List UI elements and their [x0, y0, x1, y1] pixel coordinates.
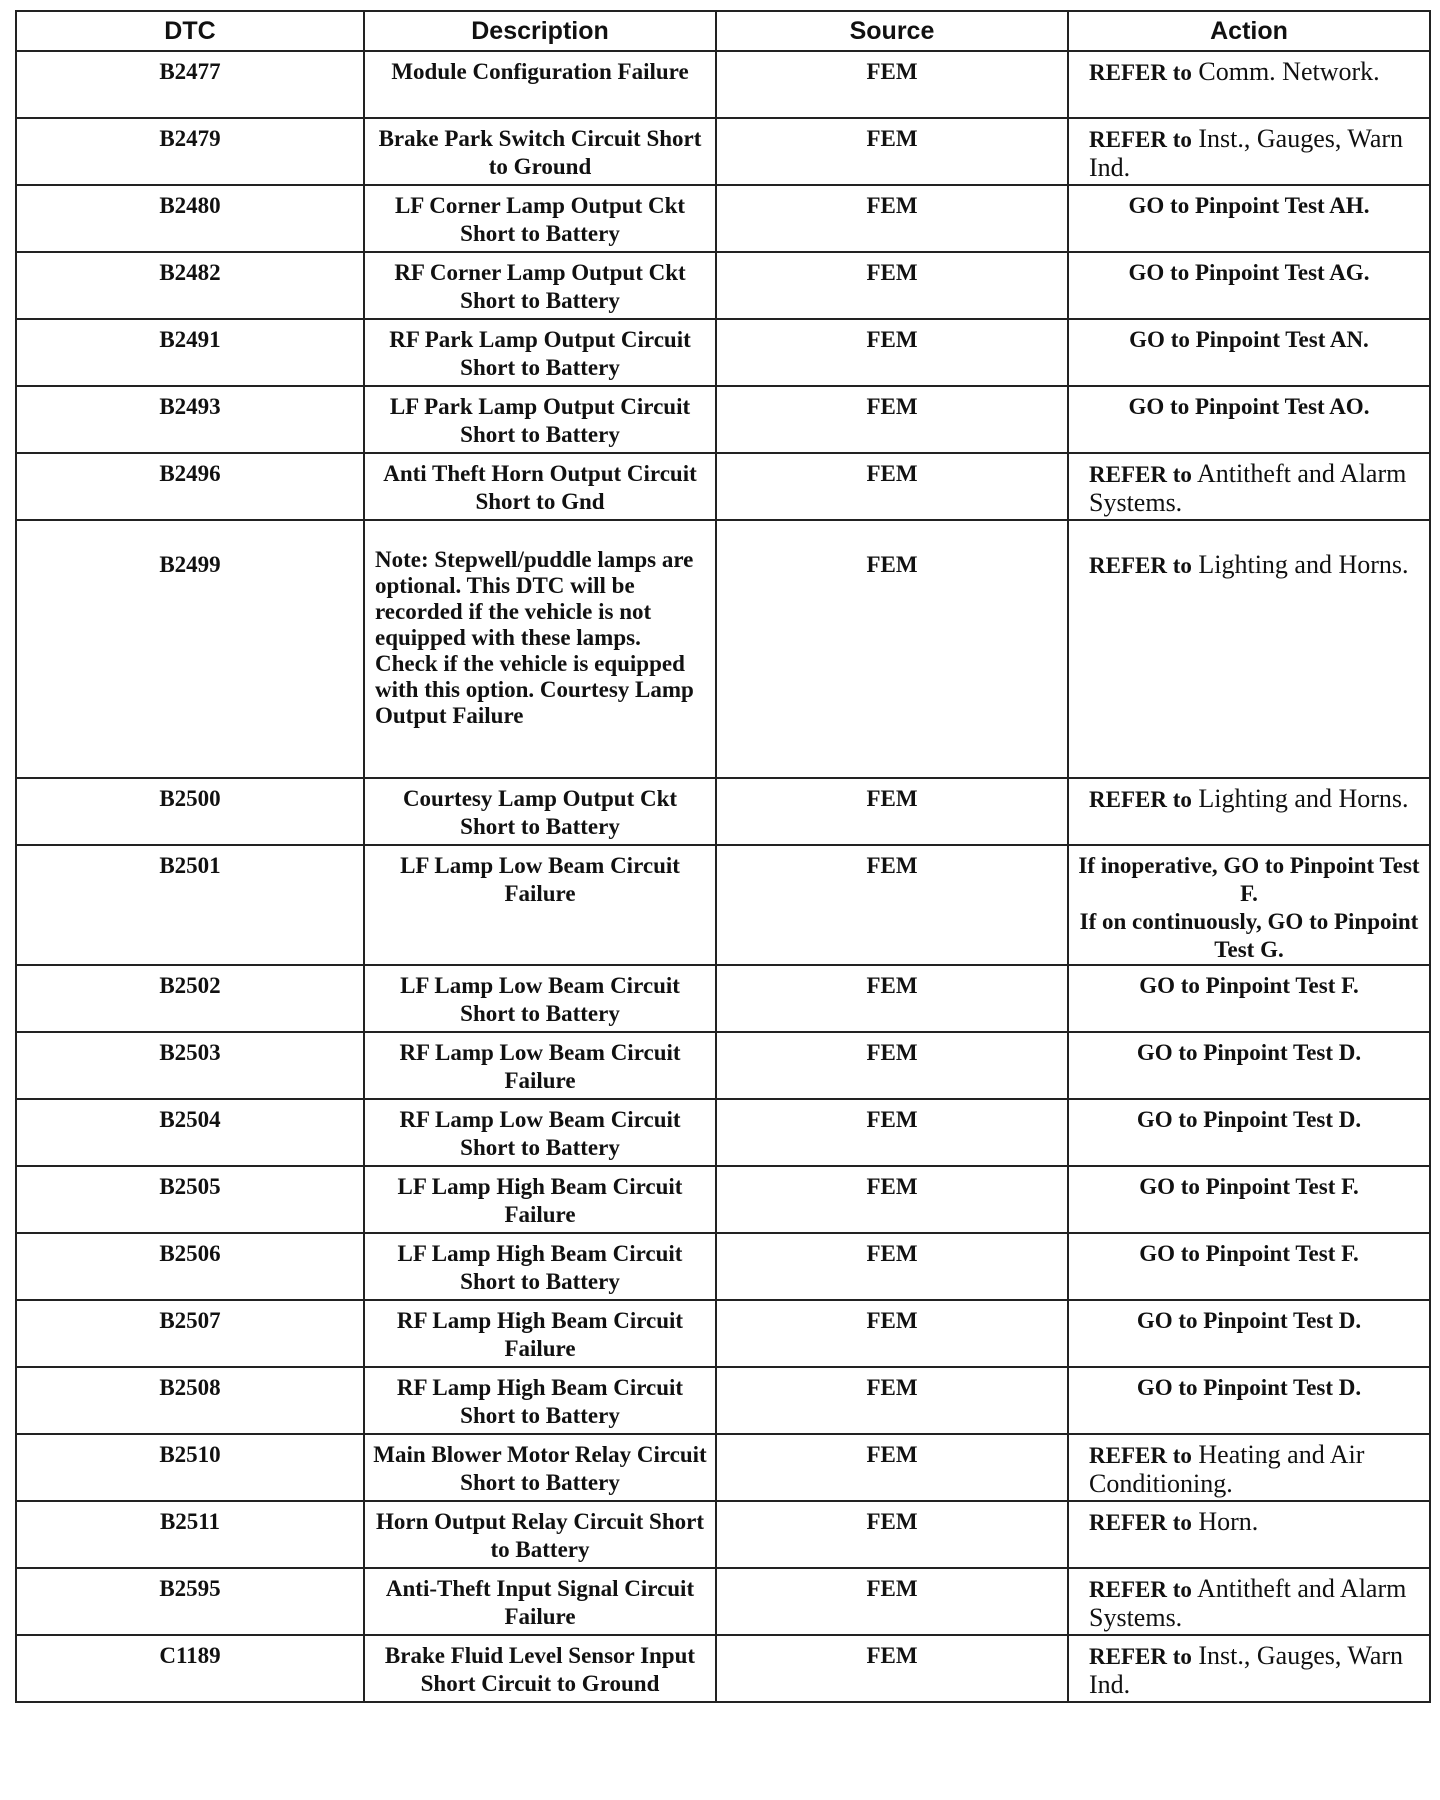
source-cell: FEM — [716, 1233, 1068, 1300]
description-cell: Anti Theft Horn Output Circuit Short to Gnd — [364, 453, 716, 520]
description-cell: RF Lamp High Beam Circuit Failure — [364, 1300, 716, 1367]
table-row — [16, 386, 1430, 453]
source-cell: FEM — [716, 1501, 1068, 1568]
table-row — [16, 1032, 1430, 1099]
dtc-code-cell: C1189 — [16, 1635, 364, 1702]
table-row — [16, 1099, 1430, 1166]
action-cell — [1068, 1099, 1430, 1166]
dtc-code-cell: B2477 — [16, 51, 364, 118]
table-row — [16, 1434, 1430, 1501]
action-cell — [1068, 778, 1430, 845]
header-row — [16, 11, 1430, 51]
action-text: GO to Pinpoint Test D. — [1136, 1107, 1362, 1132]
action-cell — [1068, 1434, 1430, 1501]
source-cell: FEM — [716, 118, 1068, 185]
action-cell — [1068, 1166, 1430, 1233]
action-text: GO to Pinpoint Test F. — [1139, 1241, 1359, 1266]
source-cell: FEM — [716, 1099, 1068, 1166]
dtc-code-cell: B2595 — [16, 1568, 364, 1635]
table-row — [16, 185, 1430, 252]
refer-keyword: REFER to — [1089, 553, 1192, 578]
action-cell — [1068, 1635, 1430, 1702]
description-cell: Anti-Theft Input Signal Circuit Failure — [364, 1568, 716, 1635]
action-cell — [1068, 185, 1430, 252]
description-cell: Main Blower Motor Relay Circuit Short to Battery — [364, 1434, 716, 1501]
dtc-code-cell: B2479 — [16, 118, 364, 185]
description-cell: LF Lamp Low Beam Circuit Short to Battery — [364, 965, 716, 1032]
action-cell — [1068, 965, 1430, 1032]
dtc-code-cell: B2511 — [16, 1501, 364, 1568]
description-cell: RF Park Lamp Output Circuit Short to Battery — [364, 319, 716, 386]
refer-target: Lighting and Horns. — [1198, 784, 1409, 813]
dtc-code-cell: B2505 — [16, 1166, 364, 1233]
table-row — [16, 1367, 1430, 1434]
action-text: GO to Pinpoint Test AO. — [1128, 394, 1370, 419]
description-cell: Module Configuration Failure — [364, 51, 716, 118]
description-cell — [364, 520, 716, 778]
description-cell: Courtesy Lamp Output Ckt Short to Battery — [364, 778, 716, 845]
source-cell: FEM — [716, 1166, 1068, 1233]
dtc-code-cell: B2480 — [16, 185, 364, 252]
action-text: GO to Pinpoint Test D. — [1136, 1375, 1362, 1400]
source-cell: FEM — [716, 520, 1068, 778]
header-dtc: DTC — [16, 11, 364, 51]
refer-target: Horn. — [1198, 1507, 1259, 1536]
table-body — [16, 51, 1430, 1702]
refer-keyword: REFER to — [1089, 462, 1192, 487]
source-cell: FEM — [716, 453, 1068, 520]
header-description: Description — [364, 11, 716, 51]
dtc-code-cell: B2493 — [16, 386, 364, 453]
action-cell — [1068, 520, 1430, 778]
source-cell: FEM — [716, 1300, 1068, 1367]
note-text: Stepwell/puddle lamps are optional. This DTC will be recorded if the vehicle is not equipped with these lamps. Check if the vehicle is equipped with this option. Courtesy Lamp Output Failure — [375, 547, 694, 728]
table-row — [16, 520, 1430, 778]
table-row — [16, 778, 1430, 845]
dtc-code-cell: B2482 — [16, 252, 364, 319]
description-cell: LF Corner Lamp Output Ckt Short to Battery — [364, 185, 716, 252]
description-cell: LF Lamp High Beam Circuit Short to Battery — [364, 1233, 716, 1300]
refer-target: Antitheft and Alarm Systems. — [1089, 459, 1407, 517]
action-cell — [1068, 1300, 1430, 1367]
source-cell: FEM — [716, 1434, 1068, 1501]
refer-keyword: REFER to — [1089, 60, 1192, 85]
table-row — [16, 965, 1430, 1032]
description-cell: RF Corner Lamp Output Ckt Short to Battery — [364, 252, 716, 319]
action-cell — [1068, 1568, 1430, 1635]
action-cell — [1068, 453, 1430, 520]
dtc-table — [15, 10, 1431, 1703]
table-row — [16, 118, 1430, 185]
refer-keyword: REFER to — [1089, 787, 1192, 812]
refer-target: Lighting and Horns. — [1198, 550, 1409, 579]
dtc-code-cell: B2510 — [16, 1434, 364, 1501]
source-cell: FEM — [716, 185, 1068, 252]
action-cell — [1068, 252, 1430, 319]
dtc-code-cell: B2491 — [16, 319, 364, 386]
action-cell — [1068, 1501, 1430, 1568]
action-cell — [1068, 1233, 1430, 1300]
source-cell: FEM — [716, 1367, 1068, 1434]
header-source: Source — [716, 11, 1068, 51]
source-cell: FEM — [716, 1568, 1068, 1635]
refer-target: Comm. Network. — [1198, 57, 1380, 86]
dtc-code-cell: B2499 — [16, 520, 364, 778]
table-row — [16, 319, 1430, 386]
source-cell: FEM — [716, 965, 1068, 1032]
action-cell — [1068, 51, 1430, 118]
table-row — [16, 1300, 1430, 1367]
dtc-code-cell: B2503 — [16, 1032, 364, 1099]
note-label: Note: — [375, 547, 429, 572]
table-row — [16, 252, 1430, 319]
action-cell — [1068, 1367, 1430, 1434]
source-cell: FEM — [716, 252, 1068, 319]
description-cell: RF Lamp High Beam Circuit Short to Battery — [364, 1367, 716, 1434]
table-row — [16, 1568, 1430, 1635]
dtc-code-cell: B2506 — [16, 1233, 364, 1300]
refer-keyword: REFER to — [1089, 1510, 1192, 1535]
source-cell: FEM — [716, 386, 1068, 453]
action-text: GO to Pinpoint Test F. — [1139, 1174, 1359, 1199]
action-cell — [1068, 319, 1430, 386]
dtc-code-cell: B2502 — [16, 965, 364, 1032]
action-cell — [1068, 118, 1430, 185]
source-cell: FEM — [716, 778, 1068, 845]
dtc-code-cell: B2501 — [16, 845, 364, 965]
description-cell: Horn Output Relay Circuit Short to Battery — [364, 1501, 716, 1568]
action-text: GO to Pinpoint Test F. — [1139, 973, 1359, 998]
dtc-code-cell: B2500 — [16, 778, 364, 845]
dtc-table-container — [15, 10, 1429, 1703]
description-cell: RF Lamp Low Beam Circuit Short to Battery — [364, 1099, 716, 1166]
dtc-code-cell: B2504 — [16, 1099, 364, 1166]
dtc-code-cell: B2496 — [16, 453, 364, 520]
source-cell: FEM — [716, 51, 1068, 118]
refer-keyword: REFER to — [1089, 127, 1192, 152]
refer-target: Inst., Gauges, Warn Ind. — [1089, 124, 1404, 182]
action-cell — [1068, 386, 1430, 453]
table-row — [16, 845, 1430, 965]
dtc-code-cell: B2508 — [16, 1367, 364, 1434]
source-cell: FEM — [716, 1635, 1068, 1702]
table-row — [16, 1501, 1430, 1568]
table-row — [16, 1166, 1430, 1233]
source-cell: FEM — [716, 845, 1068, 965]
refer-keyword: REFER to — [1089, 1443, 1192, 1468]
header-action: Action — [1068, 11, 1430, 51]
action-text: GO to Pinpoint Test AN. — [1129, 327, 1369, 352]
action-text-secondary: If on continuously, GO to Pinpoint Test G. — [1079, 909, 1419, 962]
dtc-code-cell: B2507 — [16, 1300, 364, 1367]
table-row — [16, 1233, 1430, 1300]
action-text: GO to Pinpoint Test D. — [1136, 1040, 1362, 1065]
description-cell: LF Park Lamp Output Circuit Short to Battery — [364, 386, 716, 453]
table-row — [16, 51, 1430, 118]
description-cell: Brake Park Switch Circuit Short to Ground — [364, 118, 716, 185]
refer-keyword: REFER to — [1089, 1577, 1192, 1602]
refer-keyword: REFER to — [1089, 1644, 1192, 1669]
description-cell: Brake Fluid Level Sensor Input Short Circuit to Ground — [364, 1635, 716, 1702]
action-text: GO to Pinpoint Test AH. — [1128, 193, 1370, 218]
description-cell: LF Lamp High Beam Circuit Failure — [364, 1166, 716, 1233]
source-cell: FEM — [716, 1032, 1068, 1099]
action-cell — [1068, 845, 1430, 965]
table-row — [16, 1635, 1430, 1702]
table-row — [16, 453, 1430, 520]
action-text: GO to Pinpoint Test AG. — [1128, 260, 1370, 285]
description-cell: LF Lamp Low Beam Circuit Failure — [364, 845, 716, 965]
refer-target: Antitheft and Alarm Systems. — [1089, 1574, 1407, 1632]
action-text: GO to Pinpoint Test D. — [1136, 1308, 1362, 1333]
source-cell: FEM — [716, 319, 1068, 386]
refer-target: Heating and Air Conditioning. — [1089, 1440, 1365, 1498]
refer-target: Inst., Gauges, Warn Ind. — [1089, 1641, 1404, 1699]
action-text: If inoperative, GO to Pinpoint Test F. — [1078, 853, 1420, 906]
description-cell: RF Lamp Low Beam Circuit Failure — [364, 1032, 716, 1099]
action-cell — [1068, 1032, 1430, 1099]
